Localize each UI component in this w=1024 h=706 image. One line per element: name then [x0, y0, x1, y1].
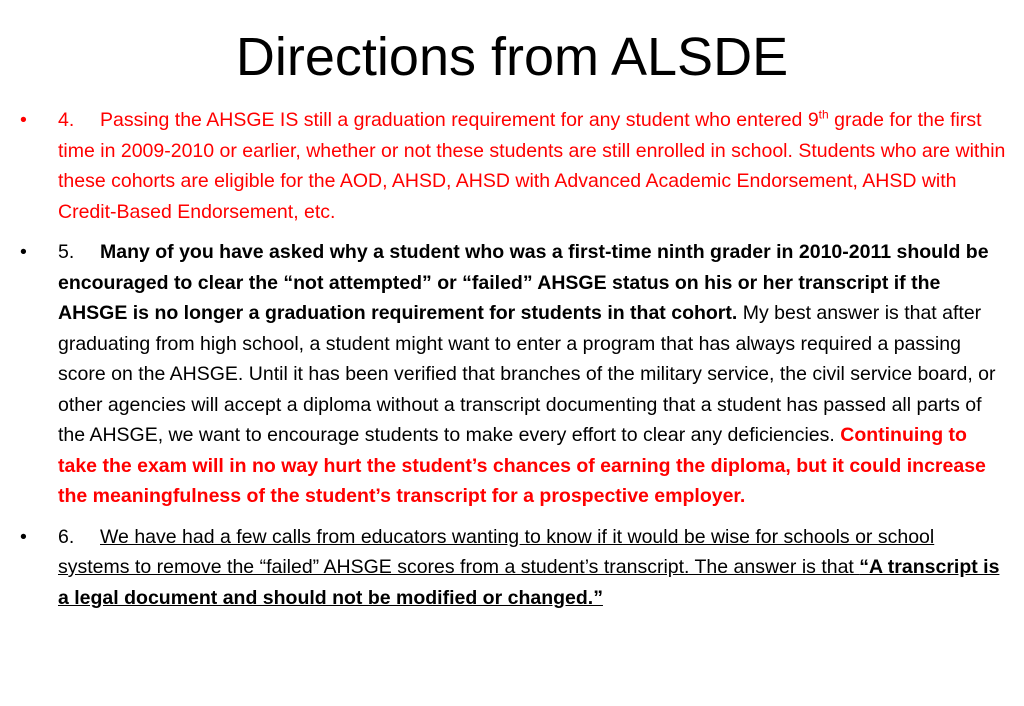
bullet-dot-icon: • — [20, 525, 27, 548]
bullet-6-number: 6. — [58, 525, 75, 548]
bullet-4-text-a: Passing the AHSGE IS still a graduation requirement for any student who entered 9 — [100, 109, 819, 131]
bullet-5-red-bold-text: Continuing to take the exam will in no way hurt the student’s chances of earning the diploma, but it could increase the meaningfulness of the student’s transcript for a prospective employer. — [58, 424, 986, 507]
bullet-6-content — [58, 526, 999, 609]
bullet-4-text-b: grade for the first time in 2009-2010 or earlier, whether or not these students are still enrolled in school. Students who are within these cohorts are eligible for the AOD, AHSD, AHSD with Advanced Academic Endorsement, AHSD with Credit-Based Endorsement, etc. — [58, 109, 1006, 223]
bullet-6-normal-text: We have had a few calls from educators wanting to know if it would be wise for schools or school systems to remove the “failed” AHSGE scores from a student’s transcript. The answer is that — [58, 525, 935, 578]
bullet-item-4 — [20, 105, 1010, 227]
bullet-5-normal-text: My best answer is that after graduating from high school, a student might want to enter a program that has always required a passing score on the AHSGE. Until it has been verified that branches of the military service, the civil service board, or other agencies will accept a diploma without a transcript documenting that a student has passed all parts of the AHSGE, we want to encourage students to make every effort to clear any deficiencies. — [58, 302, 996, 446]
bullet-dot-icon: • — [20, 109, 27, 131]
bullet-list — [20, 105, 1010, 623]
slide-title: Directions from ALSDE — [235, 27, 789, 87]
bullet-item-5 — [20, 237, 1010, 512]
bullet-4-superscript: th — [818, 107, 829, 122]
bullet-5-content — [58, 241, 996, 507]
bullet-5-number: 5. — [58, 241, 75, 263]
bullet-4-content — [58, 109, 1005, 223]
bullet-5-bold-text: Many of you have asked why a student who was a first-time ninth grader in 2010-2011 should be encouraged to clear the “not attempted” or “failed” AHSGE status on his or her transcript if the AHSGE is no longer a graduation requirement for students in that cohort. — [58, 241, 989, 324]
bullet-item-6 — [20, 522, 1010, 614]
bullet-4-number: 4. — [58, 109, 75, 131]
bullet-dot-icon: • — [20, 241, 27, 263]
bullet-6-bold-text: “A transcript is a legal document and should not be modified or changed.” — [58, 556, 1000, 609]
